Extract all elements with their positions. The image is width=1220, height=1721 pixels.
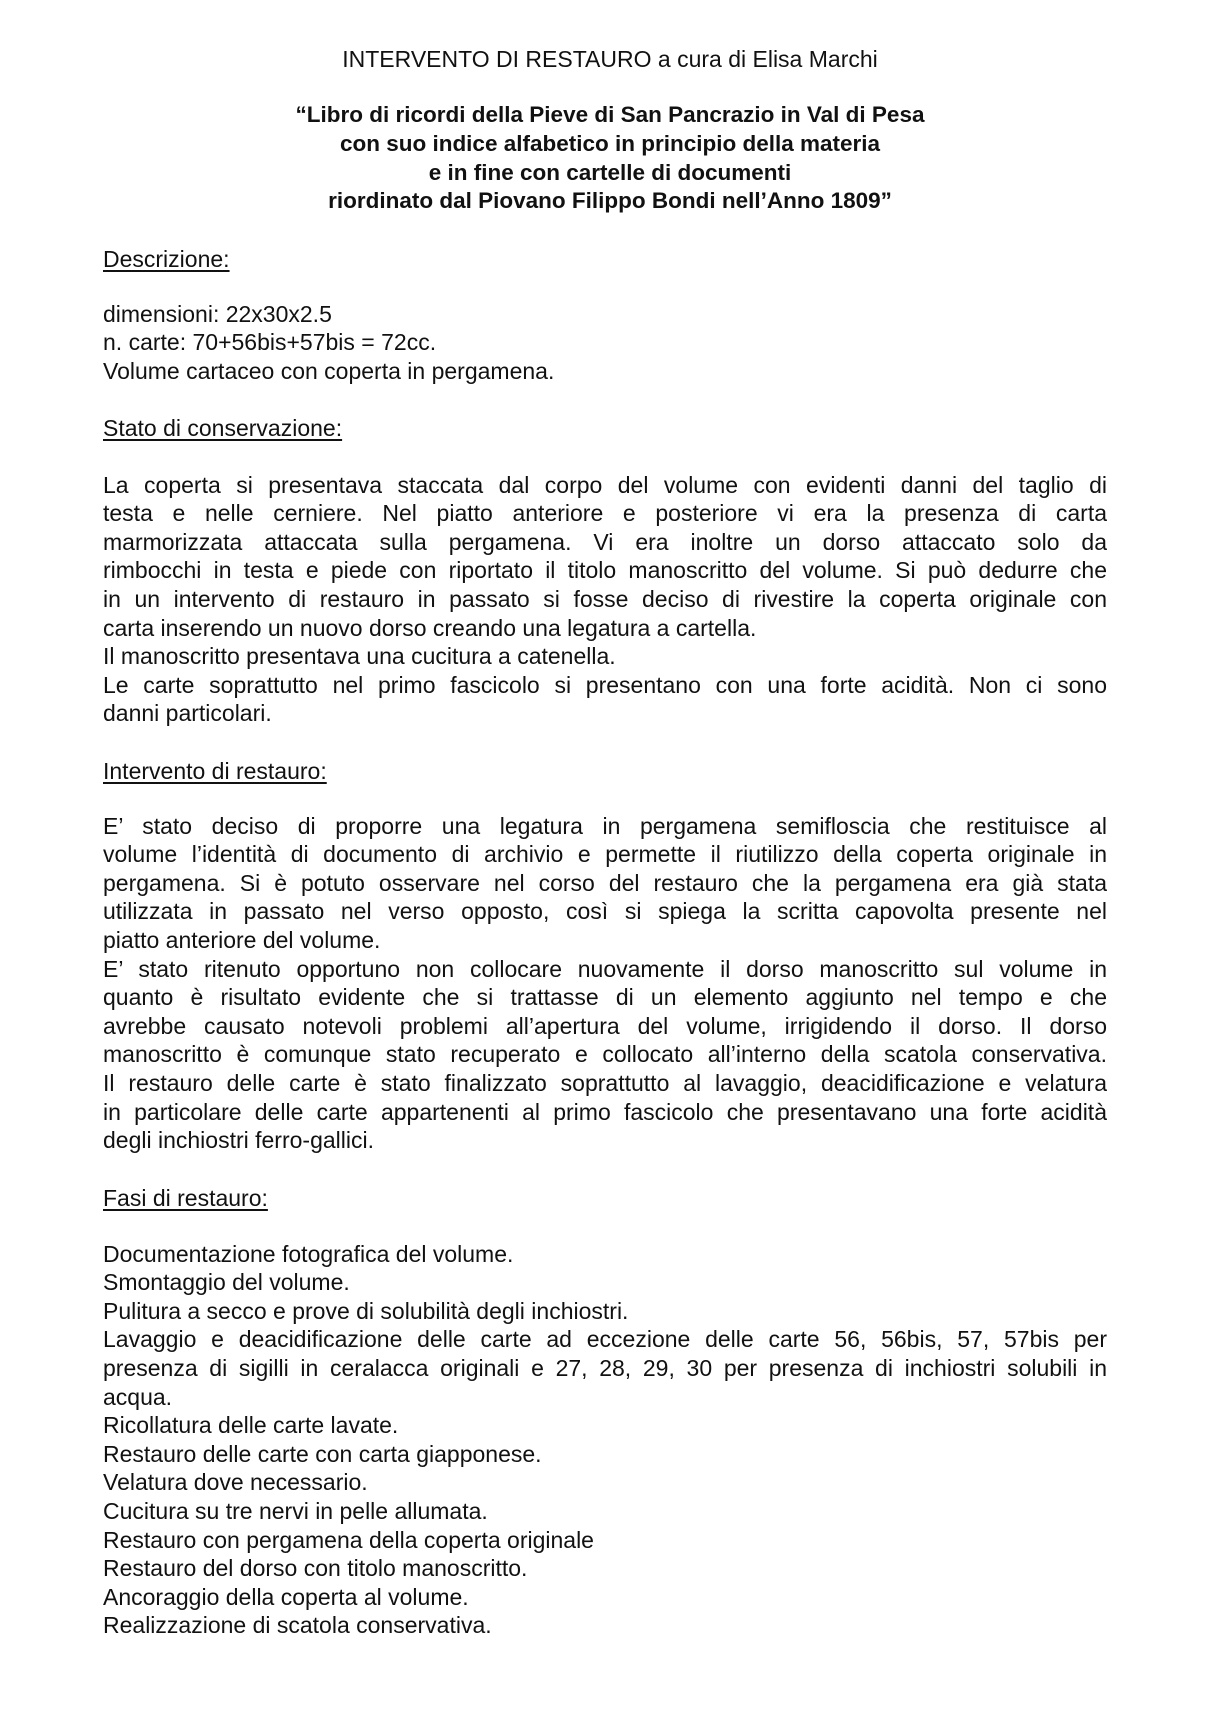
text-line: Le carte soprattutto nel primo fascicolo si presentano con una forte acidità. Non ci sono [103,671,1107,698]
text-line: carta inserendo un nuovo dorso creando una legatura a cartella. [103,614,757,641]
text-line: volume l’identità di documento di archivio e permette il riutilizzo della coperta originale in [103,841,1107,868]
text-line: degli inchiostri ferro-gallici. [103,1127,374,1154]
paragraph [103,1497,1107,1526]
paragraph [103,1526,1107,1555]
text-line: testa e nelle cerniere. Nel piatto anteriore e posteriore vi era la presenza di carta [103,500,1107,527]
paragraphs [103,471,1107,728]
title-line: e in fine con cartelle di documenti [428,159,792,185]
text-line: rimbocchi in testa e piede con riportato il titolo manoscritto del volume. Si può dedurre che [103,557,1107,584]
paragraph [103,812,1107,955]
section-heading: Fasi di restauro: [103,1185,268,1211]
text-line: in particolare delle carte appartenenti al primo fascicolo che presentavano una forte acidità [103,1098,1107,1125]
text-line: E’ stato deciso di proporre una legatura in pergamena semifloscia che restituisce al [103,812,1107,839]
paragraph [103,1440,1107,1469]
text-line: Ricollatura delle carte lavate. [103,1412,399,1439]
text-line: Ancoraggio della coperta al volume. [103,1583,469,1610]
text-line: E’ stato ritenuto opportuno non collocare nuovamente il dorso manoscritto sul volume in [103,955,1107,982]
document-header: INTERVENTO DI RESTAURO a cura di Elisa Marchi [342,46,878,72]
text-line: Cucitura su tre nervi in pelle allumata. [103,1497,488,1524]
description-line: n. carte: 70+56bis+57bis = 72cc. [103,329,437,356]
section-heading: Descrizione: [103,246,230,272]
text-line: quanto è risultato evidente che si trattasse di un elemento aggiunto nel tempo e che [103,984,1107,1011]
text-line: Restauro con pergamena della coperta originale [103,1526,594,1553]
text-line: pergamena. Si è potuto osservare nel corso del restauro che la pergamena era già stata [103,869,1107,896]
section-stato [103,414,1107,728]
paragraph [103,1069,1107,1155]
title-line: riordinato dal Piovano Filippo Bondi nell’Anno 1809” [328,188,892,214]
text-line: La coperta si presentava staccata dal corpo del volume con evidenti danni del taglio di [103,471,1107,498]
title-line: con suo indice alfabetico in principio della materia [339,130,881,156]
paragraph [103,1297,1107,1326]
text-line: in un intervento di restauro in passato si fosse deciso di rivestire la coperta originale con [103,585,1107,612]
text-line: Lavaggio e deacidificazione delle carte ad eccezione delle carte 56, 56bis, 57, 57bis per [103,1326,1107,1353]
text-line: Realizzazione di scatola conservativa. [103,1612,492,1639]
paragraph [103,671,1107,728]
section-fasi [103,1184,1107,1640]
title-line: “Libro di ricordi della Pieve di San Pancrazio in Val di Pesa [295,102,925,127]
paragraph [103,1554,1107,1583]
text-line: Il restauro delle carte è stato finalizzato soprattutto al lavaggio, deacidificazione e velatura [103,1069,1107,1096]
text-line: Restauro del dorso con titolo manoscritto. [103,1555,528,1582]
text-line: presenza di sigilli in ceralacca originali e 27, 28, 29, 30 per presenza di inchiostri solubili in [103,1354,1107,1381]
text-line: marmorizzata attaccata sulla pergamena. Vi era inoltre un dorso attaccato solo da [103,528,1107,555]
paragraph [103,642,1107,671]
document-title [0,101,1220,216]
text-line: utilizzata in passato nel verso opposto, così si spiega la scritta capovolta presente nel [103,898,1107,925]
paragraph [103,1411,1107,1440]
text-line: manoscritto è comunque stato recuperato e collocato all’interno della scatola conservativa. [103,1041,1107,1068]
text-line: Il manoscritto presentava una cucitura a catenella. [103,643,616,670]
section-intervento [103,757,1107,1155]
text-line: acqua. [103,1383,173,1410]
paragraph [103,1583,1107,1612]
section-heading: Stato di conservazione: [103,415,343,441]
text-line: Velatura dove necessario. [103,1469,368,1496]
text-line: piatto anteriore del volume. [103,926,381,953]
paragraph [103,1268,1107,1297]
paragraph [103,1325,1107,1411]
paragraph [103,1468,1107,1497]
paragraph [103,1240,1107,1269]
paragraphs [103,812,1107,1155]
section-heading: Intervento di restauro: [103,758,327,784]
text-line: avrebbe causato notevoli problemi all’apertura del volume, irrigidendo il dorso. Il dorso [103,1012,1107,1039]
description-line: dimensioni: 22x30x2.5 [103,300,332,327]
section-descrizione [103,245,1107,385]
text-line: Restauro delle carte con carta giapponese. [103,1440,542,1467]
text-line: Documentazione fotografica del volume. [103,1240,514,1267]
paragraph [103,955,1107,1069]
paragraph [103,1611,1107,1640]
text-line: Pulitura a secco e prove di solubilità degli inchiostri. [103,1297,629,1324]
paragraph [103,471,1107,643]
description-line: Volume cartaceo con coperta in pergamena. [103,357,555,384]
text-line: Smontaggio del volume. [103,1269,350,1296]
paragraphs [103,1240,1107,1640]
text-line: danni particolari. [103,700,272,727]
